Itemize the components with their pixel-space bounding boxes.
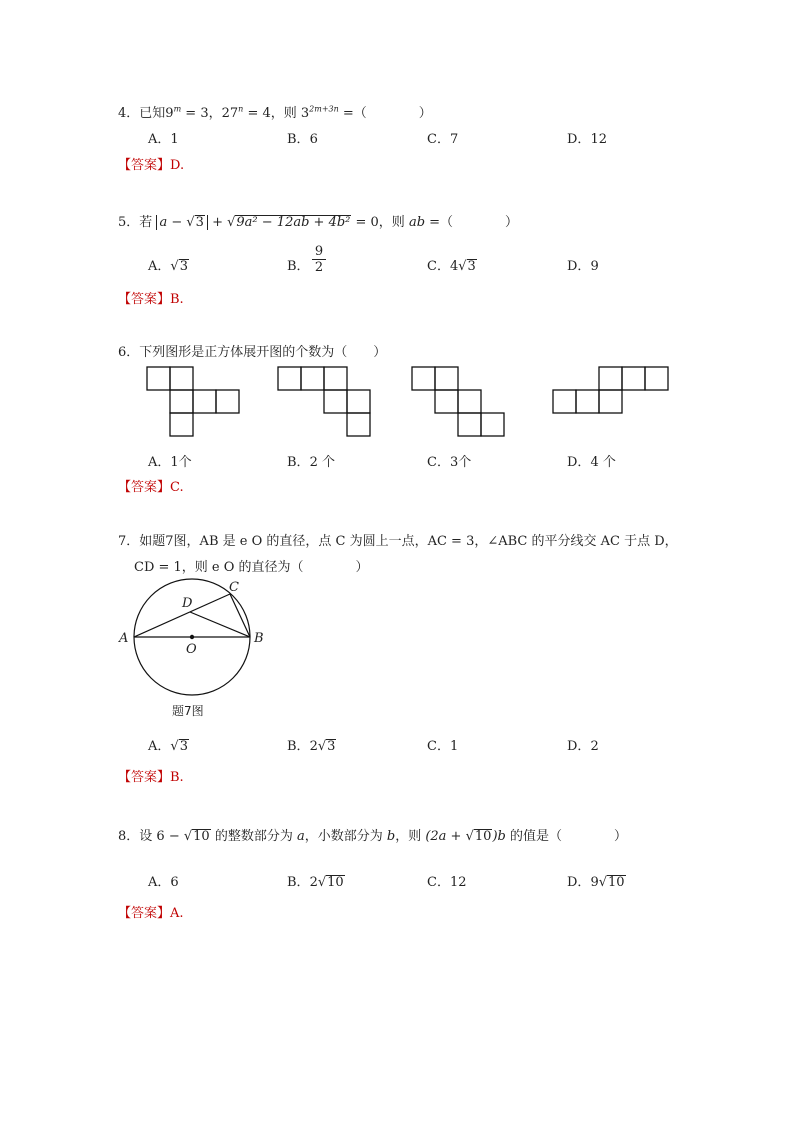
q5-end: =（ ） (425, 215, 519, 230)
question-5: 5．若 a − √3 + √9a² − 12ab + 4b² = 0，则 ab =（ ） (118, 215, 519, 230)
q4-text: 已知 (139, 106, 166, 121)
q4-option-b[interactable]: B．6 (287, 132, 318, 147)
cube-net-2 (278, 367, 370, 436)
cube-net-4 (553, 367, 668, 413)
q5-option-c[interactable]: C．4√3 (427, 259, 476, 274)
label-b: B (254, 631, 264, 646)
q6-option-d[interactable]: D．4 个 (567, 455, 616, 470)
question-4 (118, 102, 432, 121)
q6-answer: 【答案】C. (118, 480, 184, 495)
question-8: 8．设 6 − √10 的整数部分为 a，小数部分为 b，则 (2a + √10)b 的值是（ ） (118, 829, 627, 844)
q4-option-d[interactable]: D．12 (567, 132, 607, 147)
question-6 (118, 341, 386, 360)
q5-abs: a − √3 (156, 215, 208, 230)
q5-answer: 【答案】B. (118, 292, 184, 307)
q8-paren-a: (2a + (425, 829, 466, 844)
question-7-line-2: CD = 1，则 e O 的直径为（ ） (134, 560, 369, 575)
q4-eq3-sup: 2m+3n (309, 104, 339, 114)
q8-option-a[interactable]: A．6 (148, 875, 179, 890)
q8-text-d: ，则 (395, 829, 426, 844)
q6-text: 下列图形是正方体展开图的个数为（ ） (139, 345, 387, 360)
q8-text-c: ，小数部分为 (304, 829, 387, 844)
q8-answer: 【答案】A. (118, 906, 184, 921)
bisector-bd (190, 612, 250, 637)
q4-option-c[interactable]: C．7 (427, 132, 459, 147)
q4-answer: 【答案】D. (118, 158, 185, 173)
q8-paren-b: )b (492, 829, 506, 844)
q5-option-d[interactable]: D．9 (567, 259, 599, 274)
q8-text-b: 的整数部分为 (210, 829, 297, 844)
q7-line1: 如题7图，AB 是 e O 的直径，点 C 为圆上一点，AC = 3，∠ABC 的平分线交 AC 于点 D， (139, 534, 678, 549)
q6-option-b[interactable]: B．2 个 (287, 455, 335, 470)
label-o: O (186, 642, 197, 657)
q5-root2: 9a² − 12ab + 4b² (236, 215, 351, 230)
q8-option-c[interactable]: C．12 (427, 875, 467, 890)
figure-caption: 题7图 (172, 704, 204, 718)
q5-option-a[interactable]: A．√3 (148, 259, 188, 274)
label-c: C (229, 580, 239, 595)
q6-number: 6． (118, 345, 140, 360)
cube-nets-figure (140, 362, 680, 442)
q8-text-e: 的值是（ ） (505, 829, 627, 844)
q8-number: 8． (118, 829, 140, 844)
q4-option-a[interactable]: A．1 (148, 132, 179, 147)
q4-eq1-sup: m (173, 104, 182, 114)
q5-plus: + (207, 215, 228, 230)
question-7-line-1 (118, 530, 678, 549)
q8-a: a (296, 829, 305, 844)
q5-ab: ab (408, 215, 426, 230)
q4-eq1-rest: = 3， (181, 106, 222, 121)
q4-eq1: 9 (165, 106, 174, 121)
q4-number: 4． (118, 106, 140, 121)
q7-option-d[interactable]: D．2 (567, 739, 599, 754)
q4-eq3-rest: =（ ） (338, 106, 432, 121)
q5-text: 若 (139, 215, 153, 230)
q7-option-a[interactable]: A．√3 (148, 739, 188, 754)
q4-eq2-sup: n (238, 104, 244, 114)
q6-option-c[interactable]: C．3个 (427, 455, 472, 470)
q8-text-a: 设 6 − (139, 829, 184, 844)
q4-eq2-rest: = 4，则 3 (243, 106, 310, 121)
q8-b: b (386, 829, 396, 844)
q7-number: 7． (118, 534, 140, 549)
q4-eq2: 27 (221, 106, 239, 121)
cube-net-3 (412, 367, 504, 436)
q6-option-a[interactable]: A．1个 (148, 455, 192, 470)
q7-answer: 【答案】B. (118, 770, 184, 785)
q5-number: 5． (118, 215, 140, 230)
q8-paren-root: 10 (474, 829, 492, 844)
label-a: A (119, 631, 129, 646)
q7-option-b[interactable]: B．2√3 (287, 739, 336, 754)
q8-option-d[interactable]: D．9√10 (567, 875, 625, 890)
circle-figure (112, 572, 272, 722)
q5-rest: = 0，则 (351, 215, 409, 230)
q7-option-c[interactable]: C．1 (427, 739, 459, 754)
q8-option-b[interactable]: B．2√10 (287, 875, 344, 890)
center-point (190, 635, 194, 639)
q8-root1: 10 (193, 829, 210, 844)
label-d: D (182, 596, 193, 611)
cube-net-1 (147, 367, 239, 436)
